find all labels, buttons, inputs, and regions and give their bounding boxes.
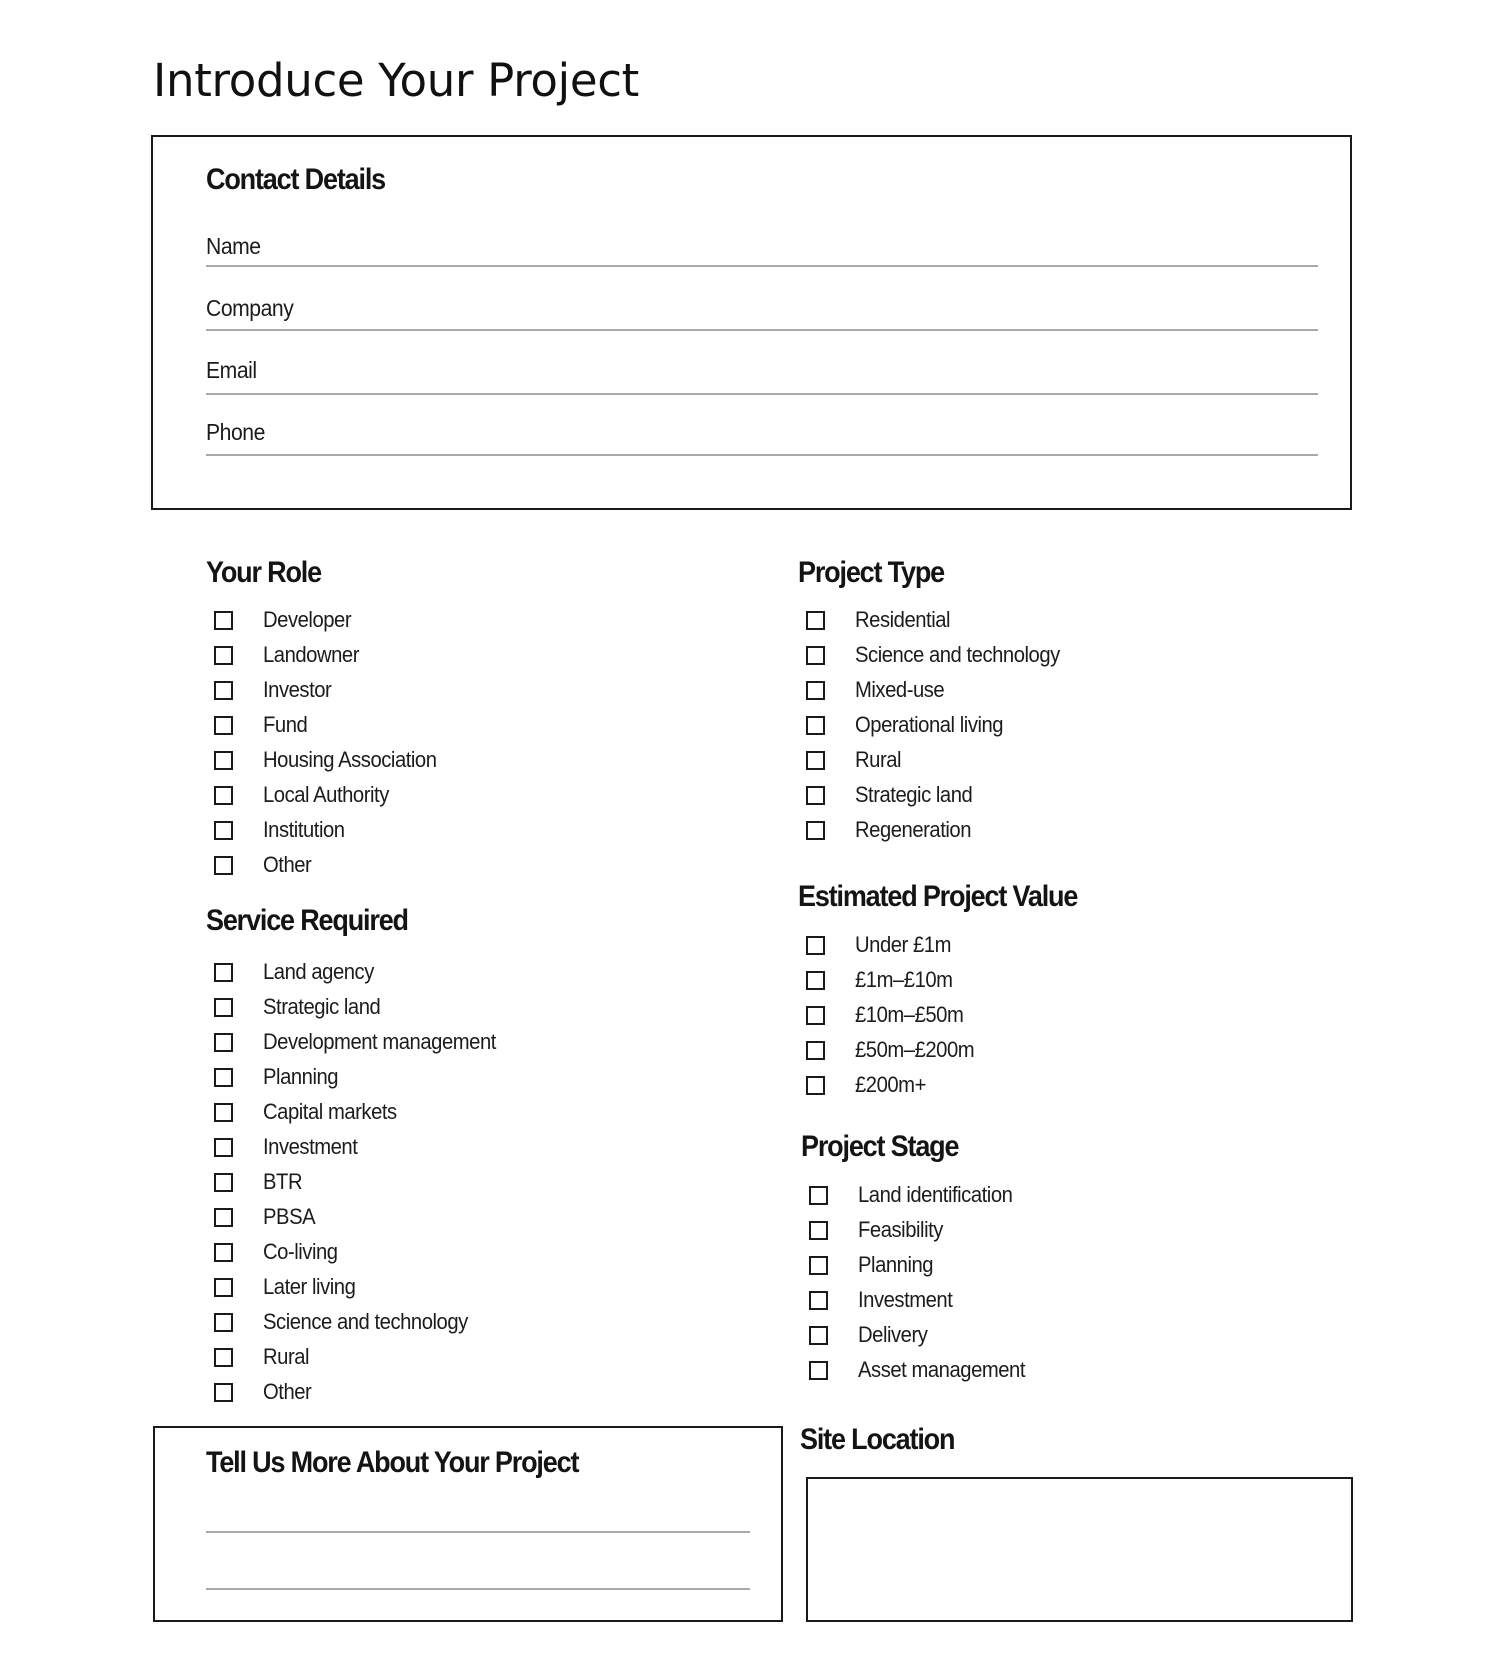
project-type-option[interactable]: Rural xyxy=(806,743,905,777)
checkbox[interactable] xyxy=(214,1033,233,1052)
stage-option[interactable]: Asset management xyxy=(809,1353,1040,1387)
role-option[interactable]: Housing Association xyxy=(214,743,452,777)
page-title: Introduce Your Project xyxy=(153,54,640,107)
value-option[interactable]: Under £1m xyxy=(806,928,959,962)
checkbox[interactable] xyxy=(809,1221,828,1240)
role-option[interactable]: Landowner xyxy=(214,638,367,672)
checkbox[interactable] xyxy=(214,1243,233,1262)
service-option[interactable]: Land agency xyxy=(214,955,384,989)
service-option[interactable]: Planning xyxy=(214,1060,345,1094)
service-option[interactable]: PBSA xyxy=(214,1200,320,1234)
service-option[interactable]: Investment xyxy=(214,1130,366,1164)
name-field-label: Name xyxy=(206,233,261,259)
project-type-option[interactable]: Strategic land xyxy=(806,778,983,812)
checkbox[interactable] xyxy=(806,936,825,955)
project-type-option[interactable]: Operational living xyxy=(806,708,1016,742)
checkbox[interactable] xyxy=(214,1208,233,1227)
checkbox[interactable] xyxy=(214,646,233,665)
service-option[interactable]: Other xyxy=(214,1375,316,1409)
checkbox[interactable] xyxy=(806,681,825,700)
checkbox[interactable] xyxy=(214,751,233,770)
your-role-heading: Your Role xyxy=(206,556,321,589)
checkbox[interactable] xyxy=(214,611,233,630)
service-option[interactable]: Science and technology xyxy=(214,1305,486,1339)
checkbox[interactable] xyxy=(214,1103,233,1122)
checkbox[interactable] xyxy=(806,1006,825,1025)
stage-option[interactable]: Investment xyxy=(809,1283,961,1317)
company-field-label: Company xyxy=(206,295,294,321)
role-option[interactable]: Investor xyxy=(214,673,337,707)
checkbox[interactable] xyxy=(806,821,825,840)
checkbox[interactable] xyxy=(214,1383,233,1402)
value-option[interactable]: £10m–£50m xyxy=(806,998,973,1032)
project-type-option[interactable]: Residential xyxy=(806,603,958,637)
checkbox[interactable] xyxy=(214,821,233,840)
service-option[interactable]: Co-living xyxy=(214,1235,344,1269)
role-option[interactable]: Local Authority xyxy=(214,778,400,812)
checkbox[interactable] xyxy=(806,1076,825,1095)
service-option[interactable]: Later living xyxy=(214,1270,363,1304)
email-field-label: Email xyxy=(206,357,257,383)
role-option[interactable]: Institution xyxy=(214,813,352,847)
service-required-heading: Service Required xyxy=(206,904,408,937)
checkbox[interactable] xyxy=(806,646,825,665)
checkbox[interactable] xyxy=(214,1313,233,1332)
project-type-option[interactable]: Regeneration xyxy=(806,813,981,847)
checkbox[interactable] xyxy=(214,998,233,1017)
phone-field[interactable] xyxy=(206,454,1318,456)
stage-option[interactable]: Planning xyxy=(809,1248,940,1282)
phone-field-label: Phone xyxy=(206,419,265,445)
checkbox[interactable] xyxy=(214,1348,233,1367)
checkbox[interactable] xyxy=(214,856,233,875)
estimated-project-value-heading: Estimated Project Value xyxy=(798,880,1078,913)
name-field[interactable] xyxy=(206,265,1318,267)
checkbox[interactable] xyxy=(214,1173,233,1192)
checkbox[interactable] xyxy=(806,611,825,630)
checkbox[interactable] xyxy=(214,1138,233,1157)
email-field[interactable] xyxy=(206,393,1318,395)
checkbox[interactable] xyxy=(806,786,825,805)
stage-option[interactable]: Delivery xyxy=(809,1318,933,1352)
role-option[interactable]: Fund xyxy=(214,708,311,742)
service-option[interactable]: BTR xyxy=(214,1165,306,1199)
project-type-option[interactable]: Mixed-use xyxy=(806,673,952,707)
value-option[interactable]: £50m–£200m xyxy=(806,1033,985,1067)
company-field[interactable] xyxy=(206,329,1318,331)
stage-option[interactable]: Land identification xyxy=(809,1178,1026,1212)
checkbox[interactable] xyxy=(806,1041,825,1060)
checkbox[interactable] xyxy=(806,751,825,770)
project-type-heading: Project Type xyxy=(798,556,945,589)
site-location-heading: Site Location xyxy=(800,1423,955,1456)
checkbox[interactable] xyxy=(809,1256,828,1275)
checkbox[interactable] xyxy=(809,1291,828,1310)
site-location-input[interactable] xyxy=(806,1477,1353,1622)
checkbox[interactable] xyxy=(214,963,233,982)
project-stage-heading: Project Stage xyxy=(801,1130,959,1163)
checkbox[interactable] xyxy=(809,1326,828,1345)
checkbox[interactable] xyxy=(806,716,825,735)
checkbox[interactable] xyxy=(214,681,233,700)
service-option[interactable]: Development management xyxy=(214,1025,516,1059)
checkbox[interactable] xyxy=(214,1068,233,1087)
checkbox[interactable] xyxy=(806,971,825,990)
project-details-line-1[interactable] xyxy=(206,1531,750,1533)
value-option[interactable]: £1m–£10m xyxy=(806,963,961,997)
role-option[interactable]: Developer xyxy=(214,603,359,637)
value-option[interactable]: £200m+ xyxy=(806,1068,932,1102)
checkbox[interactable] xyxy=(214,716,233,735)
service-option[interactable]: Rural xyxy=(214,1340,313,1374)
contact-details-heading: Contact Details xyxy=(206,163,386,196)
checkbox[interactable] xyxy=(214,1278,233,1297)
checkbox[interactable] xyxy=(809,1361,828,1380)
checkbox[interactable] xyxy=(214,786,233,805)
tell-us-more-heading: Tell Us More About Your Project xyxy=(206,1446,579,1479)
role-option[interactable]: Other xyxy=(214,848,316,882)
checkbox[interactable] xyxy=(809,1186,828,1205)
stage-option[interactable]: Feasibility xyxy=(809,1213,950,1247)
project-type-option[interactable]: Science and technology xyxy=(806,638,1078,672)
service-option[interactable]: Strategic land xyxy=(214,990,391,1024)
service-option[interactable]: Capital markets xyxy=(214,1095,408,1129)
project-details-line-2[interactable] xyxy=(206,1588,750,1590)
